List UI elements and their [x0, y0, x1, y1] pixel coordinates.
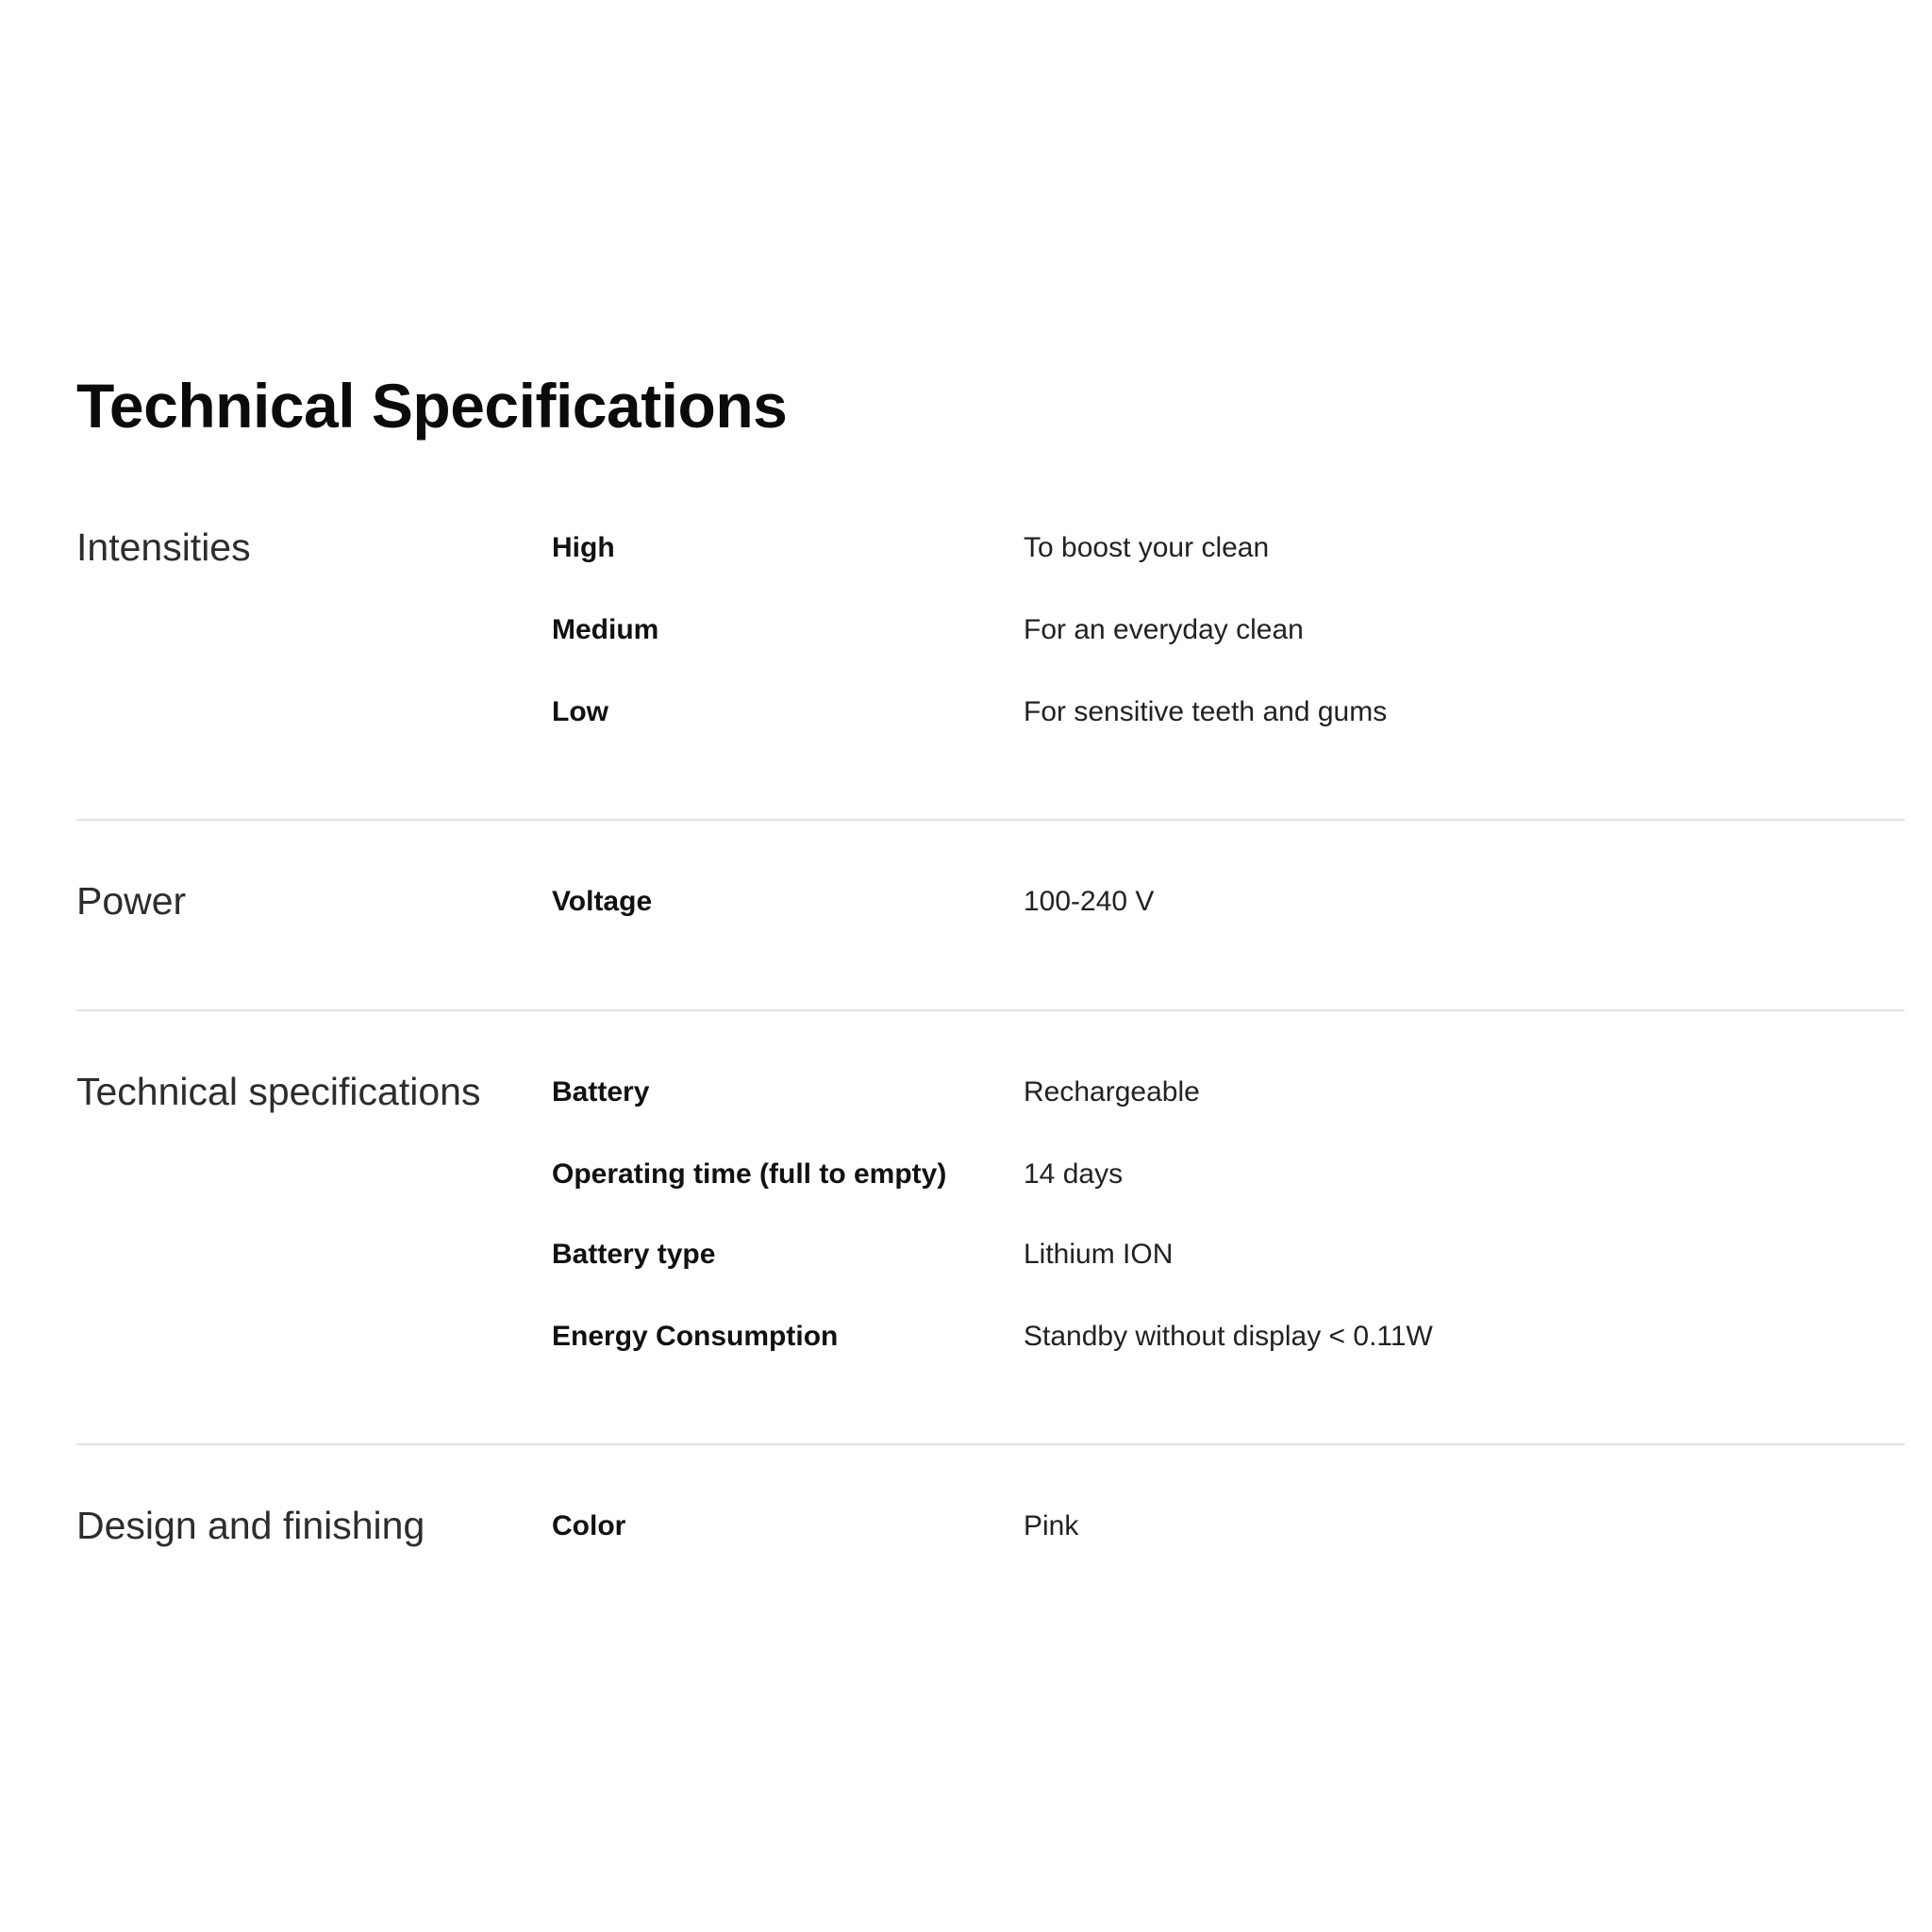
spec-row — [76, 524, 1905, 571]
spec-value: Lithium ION — [1024, 1239, 1174, 1270]
section-divider — [76, 1443, 1905, 1445]
spec-row — [76, 606, 1905, 653]
section-label: Technical specifications — [76, 1070, 481, 1113]
spec-key: Medium — [552, 614, 659, 645]
spec-key: Voltage — [552, 886, 653, 917]
spec-value: Rechargeable — [1024, 1076, 1200, 1108]
spec-value: To boost your clean — [1024, 532, 1270, 563]
spec-value: Pink — [1024, 1510, 1079, 1541]
section-divider — [76, 1009, 1905, 1011]
section-label: Power — [76, 879, 187, 923]
spec-value: For sensitive teeth and gums — [1024, 696, 1388, 727]
spec-key: Battery — [552, 1076, 650, 1108]
page-title: Technical Specifications — [76, 371, 788, 441]
section-divider — [76, 819, 1905, 821]
spec-value: 100-240 V — [1024, 886, 1155, 917]
spec-row — [76, 1068, 1905, 1115]
spec-row — [76, 1150, 1905, 1197]
spec-row — [76, 688, 1905, 735]
spec-value: Standby without display < 0.11W — [1024, 1321, 1433, 1352]
spec-value: 14 days — [1024, 1158, 1124, 1190]
section-label: Design and finishing — [76, 1504, 425, 1547]
section-label: Intensities — [76, 525, 251, 569]
spec-row — [76, 1230, 1905, 1277]
spec-row — [76, 877, 1905, 924]
spec-value: For an everyday clean — [1024, 614, 1304, 645]
spec-key: Energy Consumption — [552, 1321, 839, 1352]
spec-key: Battery type — [552, 1239, 716, 1270]
spec-key: Color — [552, 1510, 626, 1541]
spec-key: Low — [552, 696, 608, 727]
spec-key: Operating time (full to empty) — [552, 1158, 947, 1190]
spec-row — [76, 1502, 1905, 1549]
spec-row — [76, 1312, 1905, 1359]
spec-key: High — [552, 532, 615, 563]
